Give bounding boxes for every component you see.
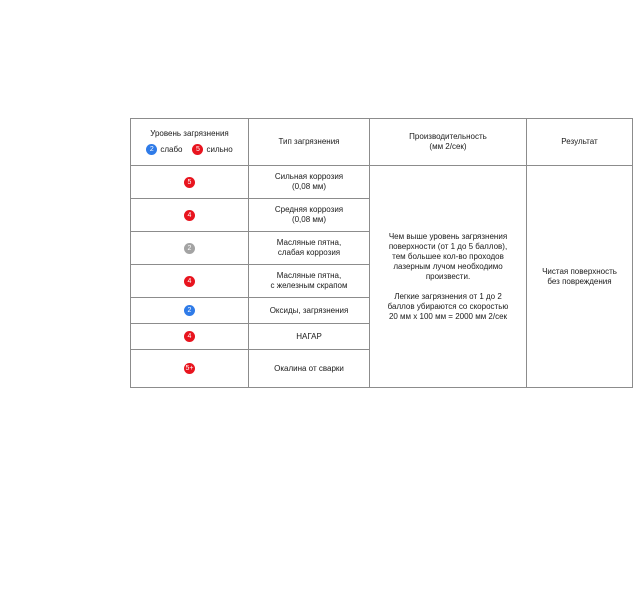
type-line: с железным скрапом bbox=[270, 281, 348, 290]
header-level-title: Уровень загрязнения bbox=[150, 129, 229, 138]
level-badge: 4 bbox=[184, 331, 195, 342]
productivity-text: Чем выше уровень загрязнения bbox=[388, 231, 508, 241]
type-line: Масляные пятна, bbox=[276, 238, 342, 247]
type-line: Окалина от сварки bbox=[274, 363, 344, 373]
type-cell bbox=[249, 324, 370, 350]
level-badge: 2 bbox=[184, 243, 195, 254]
type-line: (0,08 мм) bbox=[291, 182, 327, 191]
header-productivity-unit: (мм 2/сек) bbox=[429, 142, 467, 151]
level-cell bbox=[131, 350, 249, 388]
level-badge: 5+ bbox=[185, 365, 194, 372]
productivity-cell bbox=[370, 166, 527, 388]
level-badge: 4 bbox=[184, 210, 195, 221]
level-cell bbox=[131, 298, 249, 324]
productivity-text: 20 мм х 100 мм = 2000 мм 2/сек bbox=[388, 311, 508, 321]
header-type-cell bbox=[249, 119, 370, 166]
type-cell bbox=[249, 166, 370, 199]
level-badge: 2 bbox=[184, 305, 195, 316]
legend-low-label: слабо bbox=[160, 144, 183, 154]
productivity-text: тем большее кол-во проходов bbox=[392, 251, 504, 261]
productivity-text: лазерным лучом необходимо bbox=[393, 261, 503, 271]
type-cell bbox=[249, 350, 370, 388]
type-line: слабая коррозия bbox=[277, 248, 341, 257]
productivity-text: поверхности (от 1 до 5 баллов), bbox=[388, 241, 508, 251]
level-cell bbox=[131, 265, 249, 298]
header-productivity-title: Производительность bbox=[409, 132, 487, 141]
legend-low-dot: 2 bbox=[146, 144, 157, 155]
type-line: Сильная коррозия bbox=[274, 172, 344, 181]
type-line: Средняя коррозия bbox=[274, 205, 344, 214]
level-cell bbox=[131, 232, 249, 265]
level-cell bbox=[131, 166, 249, 199]
table-header-row bbox=[131, 119, 633, 166]
type-line: (0,08 мм) bbox=[291, 215, 327, 224]
header-level-cell bbox=[131, 119, 249, 166]
level-cell bbox=[131, 199, 249, 232]
table-row bbox=[131, 166, 633, 199]
legend-high-dot: 5 bbox=[192, 144, 203, 155]
result-text: Чистая поверхность bbox=[542, 266, 617, 276]
contamination-table-container bbox=[130, 118, 617, 388]
type-line: Оксиды, загрязнения bbox=[269, 305, 349, 315]
type-line: Масляные пятна, bbox=[276, 271, 342, 280]
level-badge: 5 bbox=[184, 177, 195, 188]
productivity-text: Легкие загрязнения от 1 до 2 bbox=[394, 291, 502, 301]
level-cell bbox=[131, 324, 249, 350]
type-cell bbox=[249, 199, 370, 232]
header-type-title: Тип загрязнения bbox=[278, 137, 340, 146]
header-result-title: Результат bbox=[561, 137, 598, 146]
legend-high-label: сильно bbox=[206, 144, 233, 154]
level-badge: 4 bbox=[184, 276, 195, 287]
productivity-text: произвести. bbox=[425, 271, 471, 281]
type-cell bbox=[249, 265, 370, 298]
level-legend bbox=[135, 144, 244, 155]
type-cell bbox=[249, 298, 370, 324]
type-cell bbox=[249, 232, 370, 265]
type-line: НАГАР bbox=[296, 331, 322, 341]
result-text: без повреждения bbox=[547, 276, 612, 286]
header-productivity-cell bbox=[370, 119, 527, 166]
header-result-cell bbox=[527, 119, 633, 166]
contamination-table bbox=[130, 118, 633, 388]
productivity-text: баллов убираются со скоростью bbox=[387, 301, 509, 311]
result-cell bbox=[527, 166, 633, 388]
